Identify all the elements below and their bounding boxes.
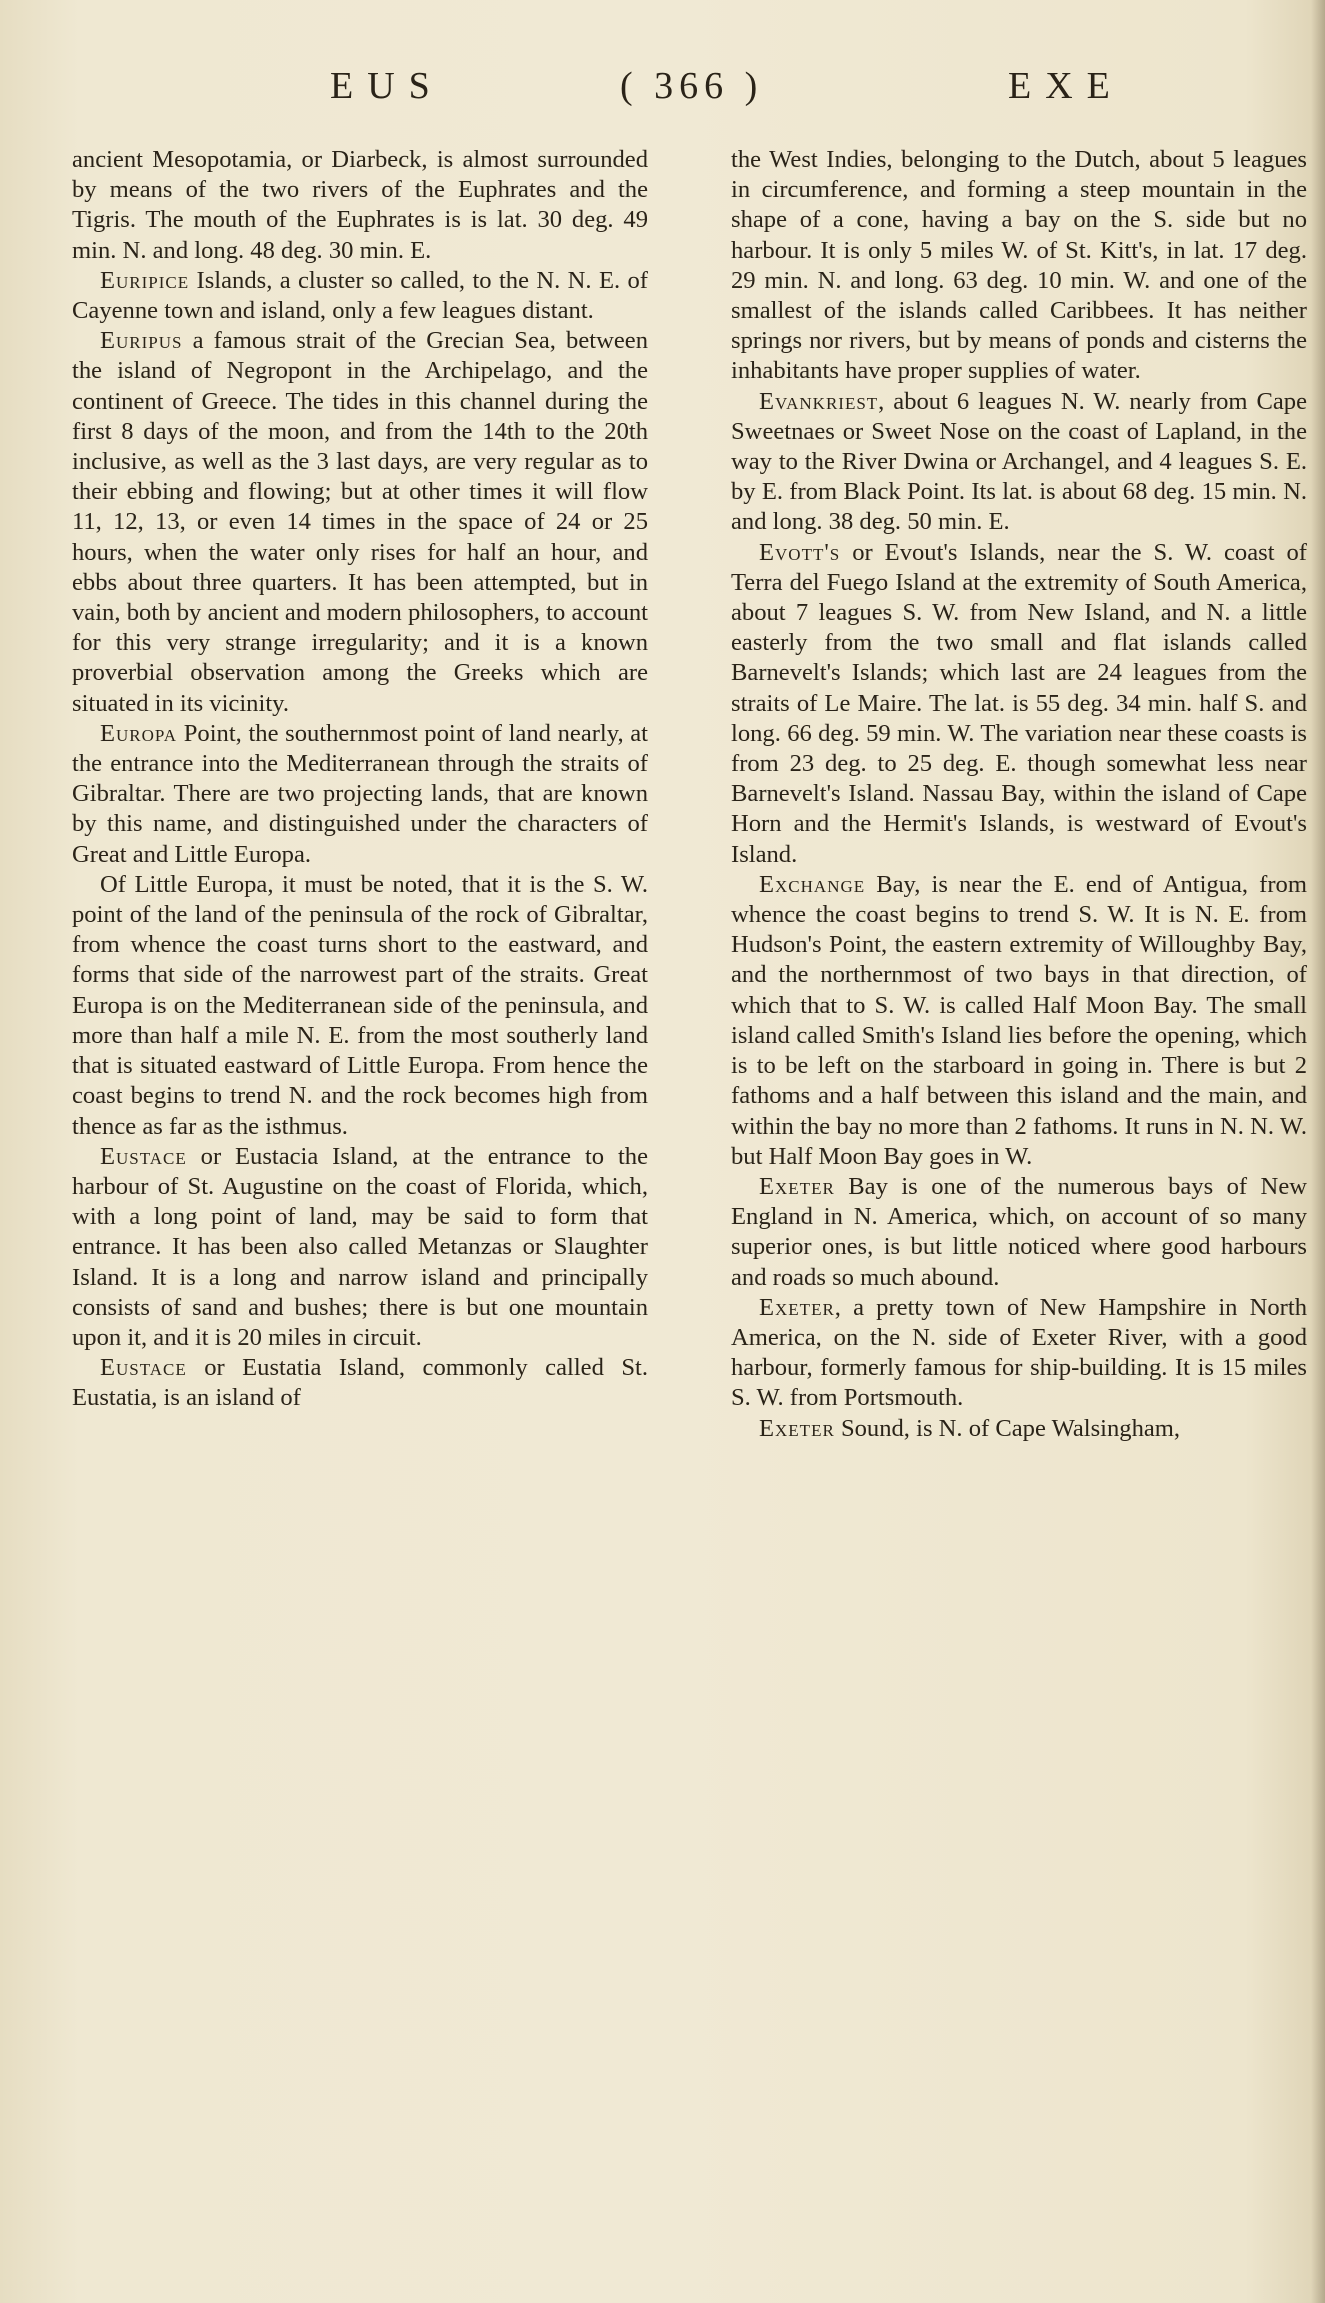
entry-text: , a pretty town of New Hampshire in North America, on the N. side of Exeter River, with a good harbour, formerly famous for ship-building. It is 15 miles S. W. from Portsmouth. xyxy=(731,1293,1307,1412)
entry-text: a famous strait of the Grecian Sea, between the island of Negropont in the Archipelago, and the continent of Greece. The tides in this channel during the first 8 days of the moon, and from the 14th to the 20th inclusive, as well as the 3 last days, are very regular as to their ebbing and flowing; but at other times it will flow 11, 12, 13, or even 14 times in the space of 24 or 25 hours, when the water only rises for half an hour, and ebbs about three quarters. It has been attempted, but in vain, both by ancient and modern philosophers, to account for this very strange irregularity; and it is a known proverbial observation among the Greeks which are situated in its vicinity. xyxy=(72,327,648,717)
entry-text: ancient Mesopotamia, or Diarbeck, is almost surrounded by means of the two rivers of the Euphrates and the Tigris. The mouth of the Euphrates is is lat. 30 deg. 49 min. N. and long. 48 deg. 30 min. E. xyxy=(72,146,648,264)
gazetteer-entry xyxy=(731,1172,1307,1293)
entry-text: Bay, is near the E. end of Antigua, from whence the coast begins to trend S. W. It is N. E. from Hudson's Point, the eastern extremity of Willoughby Bay, and the northernmost of two bays in that direction, of which that to S. W. is called Half Moon Bay. The small island called Smith's Island lies before the opening, which is to be left on the starboard in going in. There is but 2 fathoms and a half between this island and the main, and within the bay no more than 2 fathoms. It runs in N. N. W. but Half Moon Bay goes in W. xyxy=(731,870,1307,1170)
entry-headword: Eustace xyxy=(100,1354,187,1382)
gazetteer-entry xyxy=(731,387,1307,538)
right-column xyxy=(731,145,1307,1444)
gazetteer-entry xyxy=(72,266,648,326)
entry-text: Point, the southernmost point of land nearly, at the entrance into the Mediterranean through the straits of Gibraltar. There are two projecting lands, that are known by this name, and distinguished under the characters of Great and Little Europa. xyxy=(72,719,648,868)
entry-text: or Eustatia Island, commonly called St. Eustatia, is an island of xyxy=(72,1354,648,1412)
gazetteer-entry xyxy=(72,719,648,870)
entry-text: Bay is one of the numerous bays of New England in N. America, which, on account of so many superior ones, is but little noticed where good harbours and roads so much abound. xyxy=(731,1172,1307,1291)
continued-paragraph xyxy=(731,145,1307,387)
entry-headword: Euripus xyxy=(100,327,183,355)
left-column xyxy=(72,145,648,1414)
page-edge-shadow xyxy=(1311,0,1325,2303)
page-number: ( 366 ) xyxy=(620,65,764,107)
entry-text: or Evout's Islands, near the S. W. coast of Terra del Fuego Island at the extremity of South America, about 7 leagues S. W. from New Island, and N. a little easterly from the two small and flat islands called Barnevelt's Islands; which last are 24 leagues from the straits of Le Maire. The lat. is 55 deg. 34 min. half S. and long. 66 deg. 59 min. W. The variation near these coasts is from 23 deg. to 25 deg. E. though somewhat less near Barnevelt's Island. Nassau Bay, within the island of Cape Horn and the Hermit's Islands, is westward of Evout's Island. xyxy=(731,538,1307,868)
running-head-left: EUS xyxy=(330,65,444,107)
entry-headword: Exeter xyxy=(759,1172,835,1200)
gazetteer-entry xyxy=(731,1414,1307,1444)
running-head xyxy=(0,64,1325,124)
entry-text: or Eustacia Island, at the entrance to the harbour of St. Augustine on the coast of Florida, which, with a long point of land, may be said to form that entrance. It has been also called Metanzas or Slaughter Island. It is a long and narrow island and principally consists of sand and bushes; there is but one mountain upon it, and it is 20 miles in circuit. xyxy=(72,1142,648,1351)
entry-headword: Eustace xyxy=(100,1142,187,1170)
entry-headword: Exeter xyxy=(759,1414,835,1442)
gazetteer-entry xyxy=(731,1293,1307,1414)
gazetteer-entry xyxy=(72,1142,648,1353)
entry-headword: Euripice xyxy=(100,266,190,294)
entry-text: the West Indies, belonging to the Dutch, about 5 leagues in circumference, and forming a steep mountain in the shape of a cone, having a bay on the S. side but no harbour. It is only 5 miles W. of St. Kitt's, in lat. 17 deg. 29 min. N. and long. 63 deg. 10 min. W. and one of the smallest of the islands called Caribbees. It has neither springs nor rivers, but by means of ponds and cisterns the inhabitants have proper supplies of water. xyxy=(731,146,1307,385)
continued-paragraph xyxy=(72,145,648,266)
entry-headword: Evankriest xyxy=(759,387,879,415)
running-head-right: EXE xyxy=(1008,65,1124,107)
entry-headword: Evott's xyxy=(759,538,841,566)
gazetteer-entry xyxy=(731,870,1307,1172)
gazetteer-entry xyxy=(72,870,648,1142)
entry-text: Of Little Europa, it must be noted, that it is the S. W. point of the land of the peninsula of the rock of Gibraltar, from whence the coast turns short to the eastward, and forms that side of the narrowest part of the straits. Great Europa is on the Mediterranean side of the peninsula, and more than half a mile N. E. from the most southerly land that is situated eastward of Little Europa. From hence the coast begins to trend N. and the rock becomes high from thence as far as the isthmus. xyxy=(72,870,648,1140)
entry-text: Sound, is N. of Cape Walsingham, xyxy=(834,1414,1181,1442)
gazetteer-entry xyxy=(72,326,648,719)
entry-headword: Europa xyxy=(100,719,178,747)
gazetteer-entry xyxy=(72,1353,648,1413)
entry-headword: Exeter xyxy=(759,1293,835,1321)
entry-text: , about 6 leagues N. W. nearly from Cape Sweetnaes or Sweet Nose on the coast of Lapland, in the way to the River Dwina or Archangel, and 4 leagues S. E. by E. from Black Point. Its lat. is about 68 deg. 15 min. N. and long. 38 deg. 50 min. E. xyxy=(731,387,1307,536)
gazetteer-entry xyxy=(731,538,1307,870)
entry-text: Islands, a cluster so called, to the N. N. E. of Cayenne town and island, only a few leagues distant. xyxy=(72,266,648,325)
entry-headword: Exchange xyxy=(759,870,866,898)
